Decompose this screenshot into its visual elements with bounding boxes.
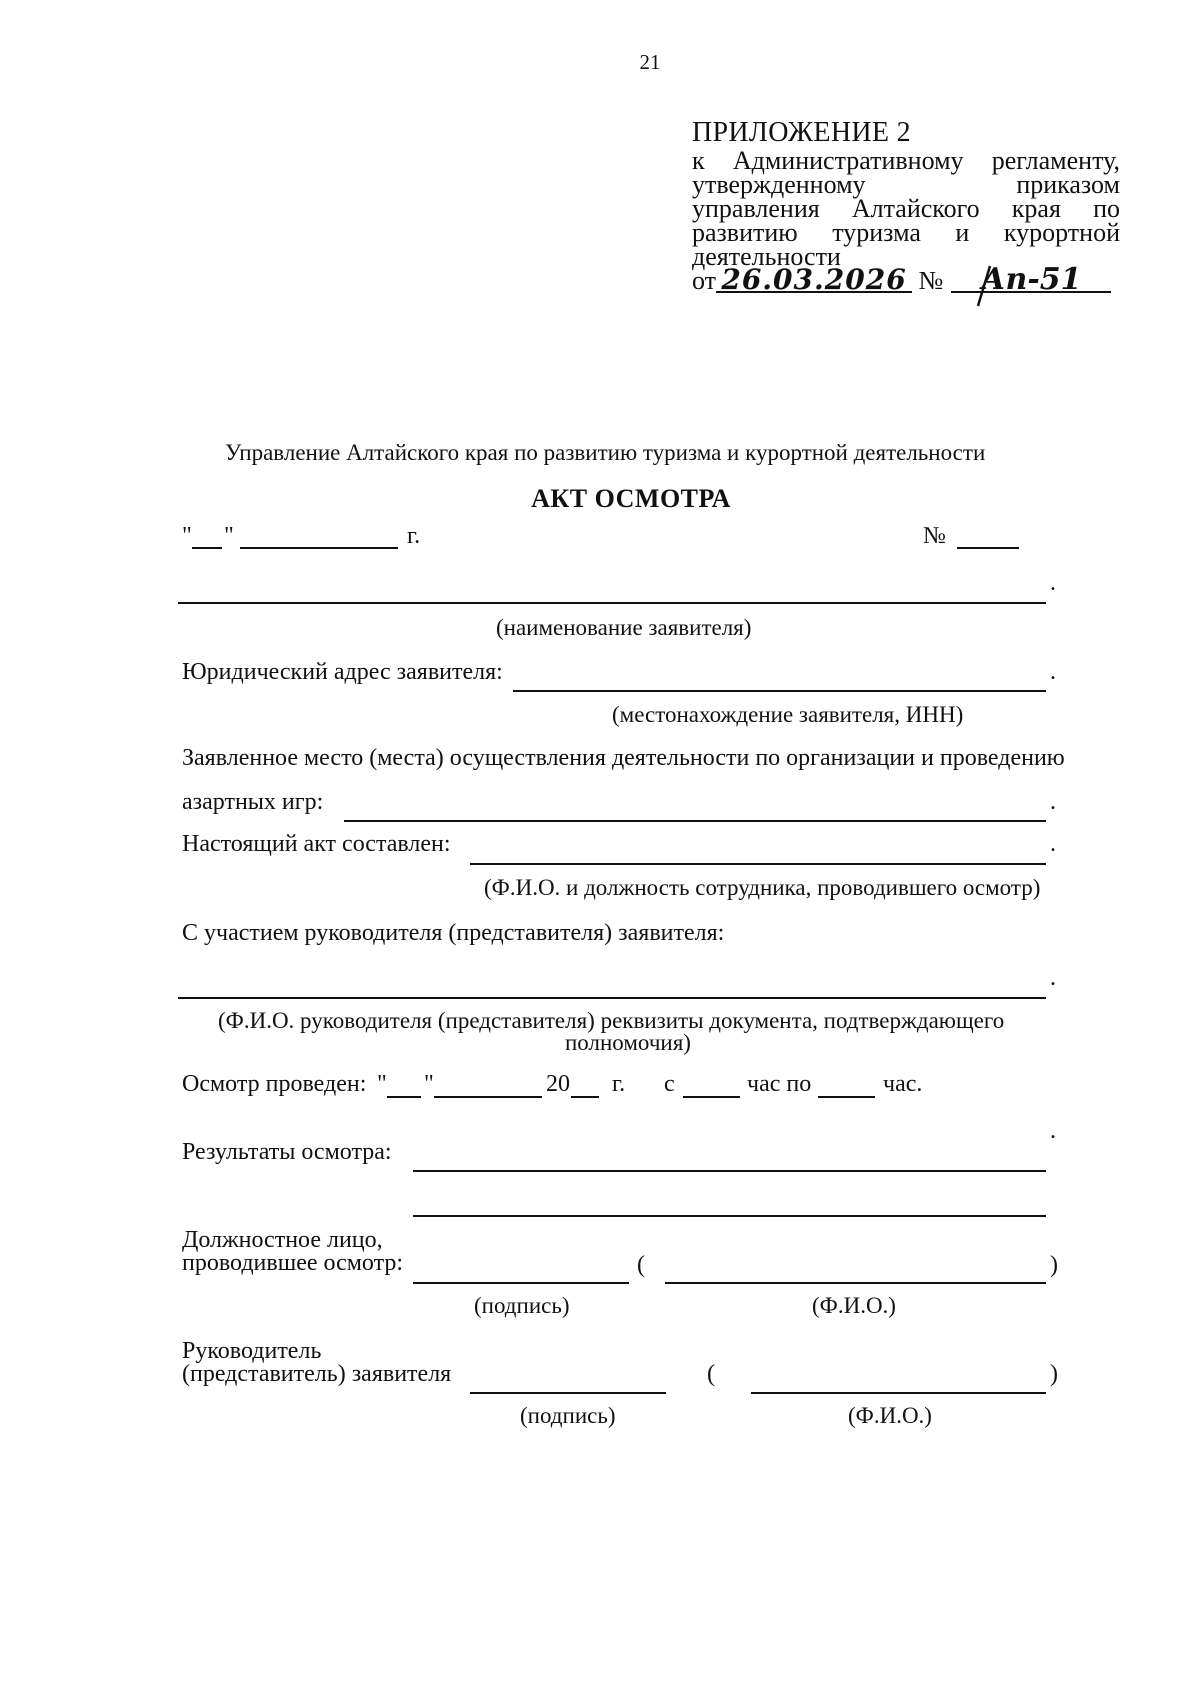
participation-caption-line-2: полномочия) (565, 1030, 691, 1055)
appendix-title: ПРИЛОЖЕНИЕ 2 (692, 117, 911, 148)
official-label-line-1: Должностное лицо, (182, 1227, 383, 1253)
inspection-year-blank (571, 1096, 599, 1098)
compiled-by-blank (470, 863, 1046, 865)
official-name-caption: (Ф.И.О.) (812, 1293, 896, 1318)
day-blank (192, 547, 222, 549)
head-open-paren: ( (707, 1361, 715, 1387)
period-6: . (1050, 1118, 1056, 1144)
inspection-year-prefix: 20 (546, 1071, 570, 1097)
legal-address-label: Юридический адрес заявителя: (182, 659, 503, 685)
head-label-line-2: (представитель) заявителя (182, 1361, 452, 1387)
official-signature-caption: (подпись) (474, 1293, 570, 1318)
declared-place-line-2: азартных игр: (182, 789, 324, 815)
signature-stroke-icon (960, 262, 1020, 312)
legal-address-caption: (местонахождение заявителя, ИНН) (612, 702, 964, 727)
participation-blank (178, 997, 1046, 999)
participation-label: С участием руководителя (представителя) заявителя: (182, 920, 725, 946)
official-open-paren: ( (637, 1252, 645, 1278)
inspection-year-suffix: г. (612, 1071, 626, 1097)
appendix-line-2a: утвержденному (692, 170, 866, 199)
appendix-line-4: развитию туризма и курортной (692, 218, 1120, 247)
appendix-line-3: управления Алтайского края по (692, 194, 1120, 223)
year-suffix: г. (407, 523, 421, 549)
period-2: . (1050, 659, 1056, 685)
document-title: АКТ ОСМОТРА (531, 484, 731, 513)
head-name-blank (751, 1392, 1046, 1394)
official-close-paren: ) (1050, 1252, 1058, 1278)
appendix-line-5: деятельности (692, 242, 841, 271)
date-quote-open: " (182, 523, 192, 549)
start-hour-blank (683, 1096, 740, 1098)
act-number-blank (957, 547, 1019, 549)
results-label: Результаты осмотра: (182, 1139, 392, 1165)
inspection-date-label: Осмотр проведен: (182, 1071, 367, 1097)
page-number: 21 (639, 50, 661, 74)
head-close-paren: ) (1050, 1361, 1058, 1387)
participation-caption-line-1: (Ф.И.О. руководителя (представителя) реквизиты документа, подтверждающего (218, 1008, 1005, 1033)
inspection-from-label: с (664, 1071, 675, 1097)
inspection-quote-close: " (424, 1071, 434, 1097)
head-label-line-1: Руководитель (182, 1338, 322, 1364)
applicant-caption: (наименование заявителя) (496, 615, 752, 640)
results-blank-2 (413, 1215, 1046, 1217)
official-label-line-2: проводившее осмотр: (182, 1250, 404, 1276)
official-signature-blank (413, 1282, 629, 1284)
organization-title: Управление Алтайского края по развитию туризма и курортной деятельности (225, 440, 986, 465)
date-quote-close: " (224, 523, 234, 549)
declared-place-blank (344, 820, 1046, 822)
handwritten-date: 26.03.2026 (716, 269, 912, 293)
appendix-line-2b: приказом (1016, 170, 1120, 199)
head-signature-blank (470, 1392, 666, 1394)
head-name-caption: (Ф.И.О.) (848, 1403, 932, 1428)
handwritten-number: Ап-51 (951, 269, 1111, 293)
end-hour-blank (818, 1096, 875, 1098)
inspection-hour-end: час. (883, 1071, 923, 1097)
from-label: от (692, 266, 717, 295)
declared-place-line-1: Заявленное место (места) осуществления деятельности по организации и проведению (182, 745, 1065, 771)
inspection-hour-to: час по (747, 1071, 812, 1097)
legal-address-blank (513, 690, 1046, 692)
applicant-name-blank (178, 602, 1046, 604)
inspection-quote-open: " (377, 1071, 387, 1097)
results-blank-1 (413, 1170, 1046, 1172)
appendix-line-1: к Административному регламенту, (692, 146, 1120, 175)
inspection-day-blank (387, 1096, 421, 1098)
compiled-by-caption: (Ф.И.О. и должность сотрудника, проводившего осмотр) (484, 875, 1041, 900)
period-3: . (1050, 789, 1056, 815)
official-name-blank (665, 1282, 1046, 1284)
appendix-block (692, 117, 1120, 297)
period-1: . (1050, 570, 1056, 596)
inspection-month-blank (434, 1096, 542, 1098)
appendix-order-line (692, 262, 1120, 297)
compiled-by-label: Настоящий акт составлен: (182, 831, 451, 857)
period-4: . (1050, 831, 1056, 857)
number-label: № (918, 266, 944, 295)
month-year-blank (240, 547, 398, 549)
head-signature-caption: (подпись) (520, 1403, 616, 1428)
act-number-label: № (923, 523, 946, 549)
period-5: . (1050, 965, 1056, 991)
